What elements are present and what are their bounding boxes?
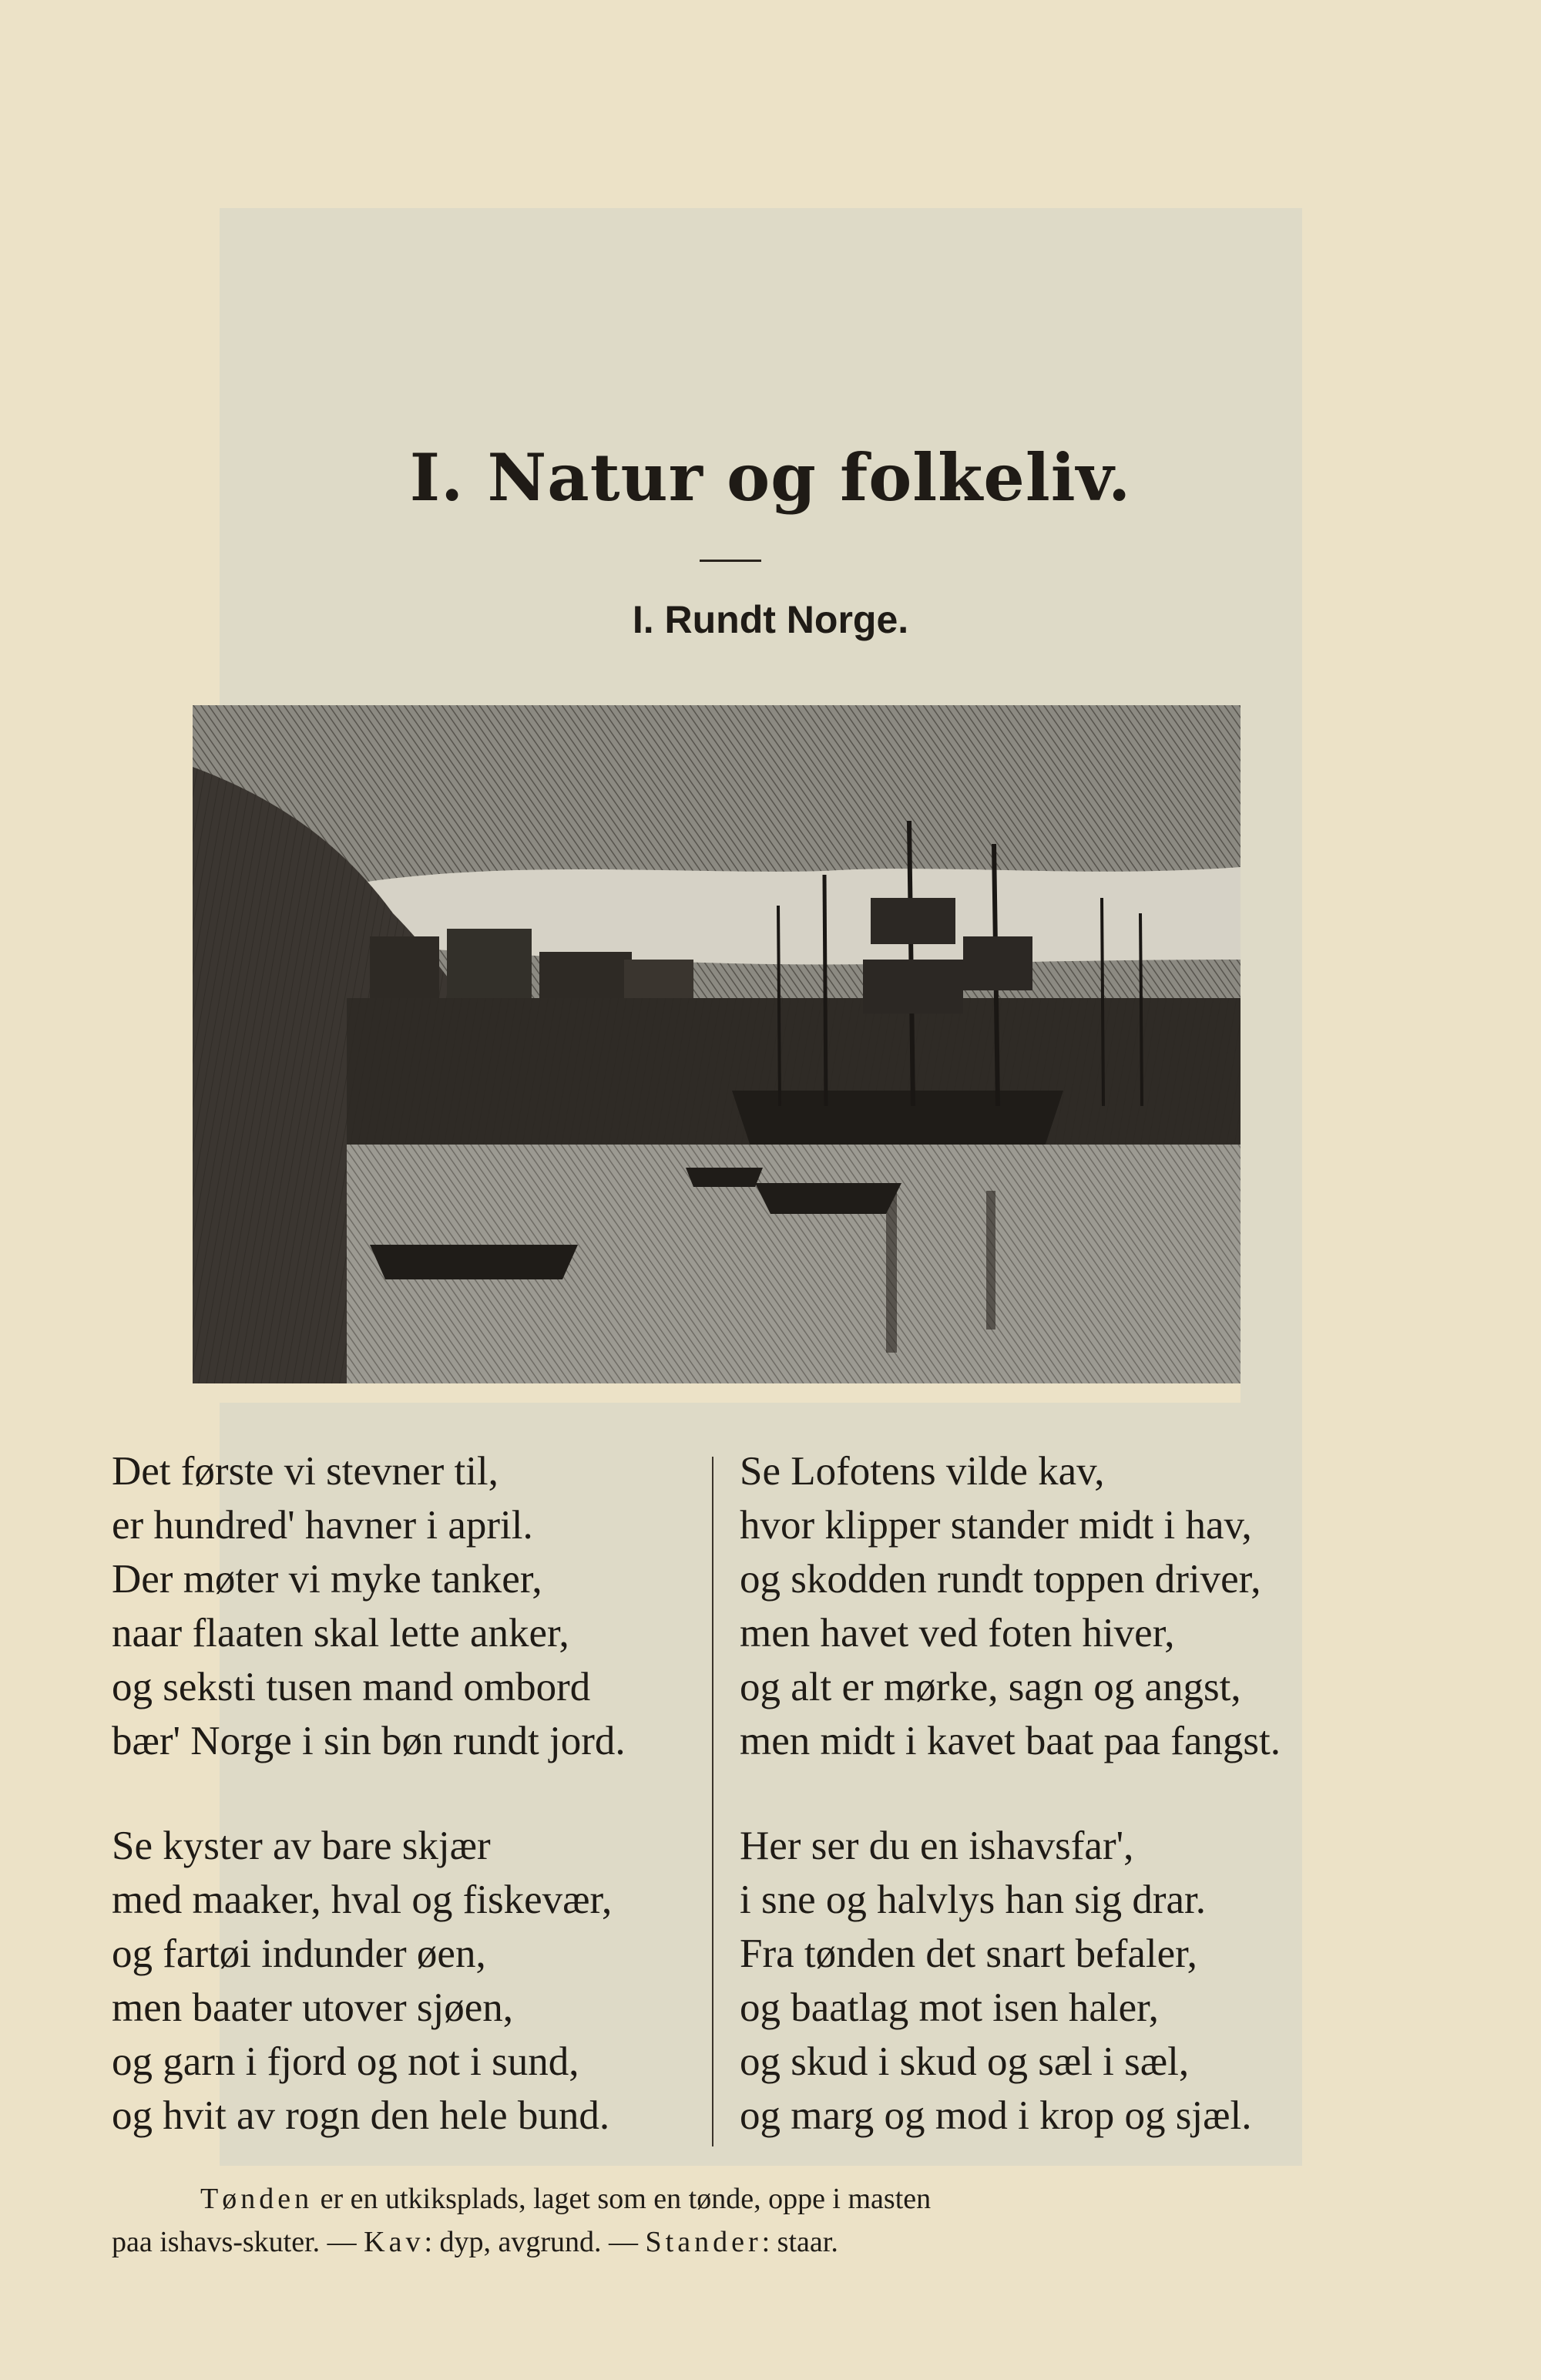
poem-line: Her ser du en ishavsfar', — [740, 1824, 1134, 1868]
footnote-term: Kav — [364, 2226, 425, 2258]
poem-line: i sne og halvlys han sig drar. — [740, 1877, 1206, 1922]
poem-line: Se Lofotens vilde kav, — [740, 1449, 1105, 1494]
footnote-term: Tønden — [200, 2183, 314, 2215]
title-rule — [700, 560, 761, 562]
footnote-definition: : dyp, avgrund. — — [424, 2226, 646, 2258]
footnote-term: Stander — [645, 2226, 762, 2258]
footnote — [112, 2177, 1329, 2264]
poem-line: og fartøi indunder øen, — [112, 1931, 486, 1976]
harbor-illustration — [193, 705, 1241, 1403]
footnote-line-2 — [112, 2220, 1329, 2264]
poem-line: men havet ved foten hiver, — [740, 1611, 1175, 1656]
poem-line: er hundred' havner i april. — [112, 1503, 533, 1548]
stanza-left-1 — [112, 1444, 697, 1768]
footnote-definition: er en utkiksplads, laget som en tønde, oppe i masten — [313, 2183, 932, 2215]
poem-line: Fra tønden det snart befaler, — [740, 1931, 1197, 1976]
footnote-text: paa ishavs-skuter. — — [112, 2226, 364, 2258]
section-title: I. Rundt Norge. — [632, 598, 909, 641]
poem-line: og marg og mod i krop og sjæl. — [740, 2093, 1252, 2138]
stanza-right-2 — [740, 1819, 1379, 2143]
poem-line: men baater utover sjøen, — [112, 1985, 513, 2030]
poem-line: men midt i kavet baat paa fangst. — [740, 1719, 1281, 1763]
footnote-definition: : staar. — [761, 2226, 838, 2258]
stanza-left-2 — [112, 1819, 697, 2143]
poem-line: og skud i skud og sæl i sæl, — [740, 2039, 1190, 2084]
poem-line: og hvit av rogn den hele bund. — [112, 2093, 610, 2138]
poem-line: hvor klipper stander midt i hav, — [740, 1503, 1252, 1548]
poem-line: og seksti tusen mand ombord — [112, 1665, 591, 1709]
footnote-line-1 — [112, 2177, 1329, 2220]
stanza-right-1 — [740, 1444, 1379, 1768]
poem-line: Det første vi stevner til, — [112, 1449, 499, 1494]
poem-line: og baatlag mot isen haler, — [740, 1985, 1159, 2030]
poem-line: bær' Norge i sin bøn rundt jord. — [112, 1719, 626, 1763]
poem-line: og skodden rundt toppen driver, — [740, 1557, 1261, 1602]
poem-line: Se kyster av bare skjær — [112, 1824, 491, 1868]
harbor-ships-icon — [193, 705, 1241, 1403]
poem-line: og garn i fjord og not i sund, — [112, 2039, 579, 2084]
poem-line: med maaker, hval og fiskevær, — [112, 1877, 613, 1922]
column-divider — [712, 1457, 713, 2146]
chapter-title: I. Natur og folkeliv. — [409, 439, 1132, 516]
poem-line: og alt er mørke, sagn og angst, — [740, 1665, 1241, 1709]
poem-line: naar flaaten skal lette anker, — [112, 1611, 569, 1656]
poem-line: Der møter vi myke tanker, — [112, 1557, 542, 1602]
